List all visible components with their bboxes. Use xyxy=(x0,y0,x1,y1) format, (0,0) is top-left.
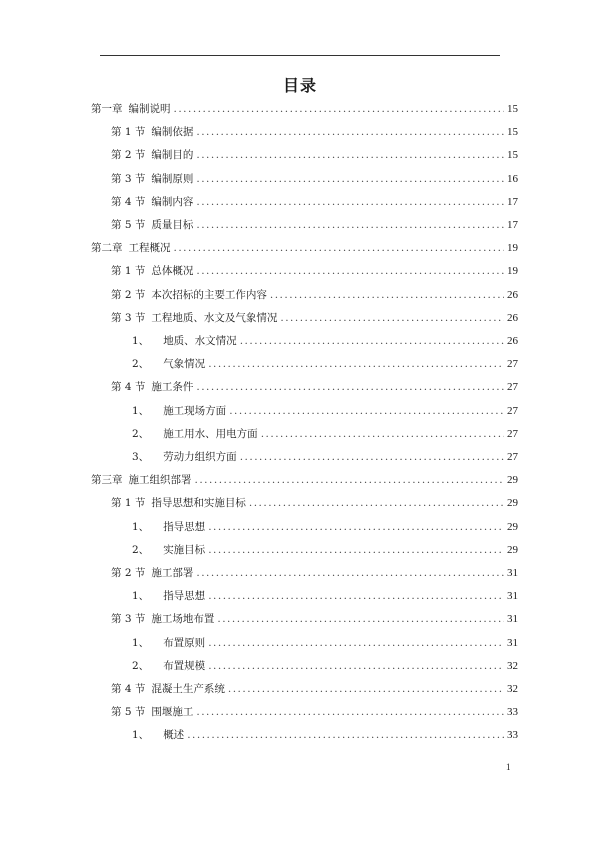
toc-entry-heading xyxy=(111,125,193,139)
toc-entry-heading xyxy=(132,589,205,603)
toc-entry-heading xyxy=(111,496,246,510)
toc-entry[interactable] xyxy=(132,636,518,650)
toc-entry-heading xyxy=(111,264,193,278)
toc-entry-label: 第一章 xyxy=(91,103,123,115)
toc-entry-text: 编制目的 xyxy=(151,149,194,162)
toc-leader-dots xyxy=(249,496,504,510)
toc-entry-label: 1、 xyxy=(132,335,150,347)
toc-entry-label: 2、 xyxy=(132,659,150,672)
toc-entry-label: 1、 xyxy=(132,590,150,603)
toc-entry[interactable] xyxy=(111,264,518,278)
toc-entry-heading xyxy=(132,357,205,371)
toc-entry-text: 指导思想和实施目标 xyxy=(151,497,246,510)
toc-leader-dots xyxy=(217,612,504,626)
toc-entry-page: 29 xyxy=(507,543,518,556)
toc-entry-text: 施工组织部署 xyxy=(128,474,192,487)
toc-entry-text: 编制说明 xyxy=(128,103,171,115)
toc-entry[interactable] xyxy=(132,659,518,673)
toc-entry[interactable] xyxy=(132,450,518,464)
toc-entry-text: 质量目标 xyxy=(151,219,194,231)
toc-entry-page: 27 xyxy=(507,427,518,440)
toc-leader-dots xyxy=(208,636,504,650)
toc-entry-heading xyxy=(111,380,193,394)
toc-entry-page: 15 xyxy=(507,103,518,115)
toc-entry[interactable] xyxy=(132,427,518,441)
toc-entry[interactable] xyxy=(111,612,518,626)
toc-entry-heading xyxy=(91,102,171,116)
toc-entry-page: 27 xyxy=(507,451,518,463)
toc-entry-page: 33 xyxy=(507,729,518,742)
toc-entry-label: 第 3 节 xyxy=(111,613,146,626)
toc-entry[interactable] xyxy=(132,728,518,742)
toc-leader-dots xyxy=(208,520,504,534)
toc-entry-heading xyxy=(111,218,193,232)
toc-entry-heading xyxy=(111,682,225,696)
toc-entry-text: 布置规模 xyxy=(163,659,206,672)
toc-entry[interactable] xyxy=(132,543,518,557)
toc-entry-page: 31 xyxy=(507,567,518,579)
page-number: 1 xyxy=(506,762,511,772)
toc-entry-label: 第 4 节 xyxy=(111,195,146,208)
toc-entry-text: 施工部署 xyxy=(151,567,194,579)
toc-entry-page: 17 xyxy=(507,195,518,208)
toc-leader-dots xyxy=(208,589,504,603)
toc-entry[interactable] xyxy=(111,218,518,232)
toc-entry-text: 编制依据 xyxy=(151,126,194,139)
toc-entry-page: 17 xyxy=(507,219,518,231)
page-title: 目录 xyxy=(282,76,317,95)
toc-entry-page: 31 xyxy=(507,590,518,603)
toc-entry-heading xyxy=(132,636,205,650)
toc-entry-heading xyxy=(111,705,193,719)
toc-entry-label: 3、 xyxy=(132,451,150,463)
toc-entry-text: 指导思想 xyxy=(163,590,206,603)
toc-entry-label: 第 1 节 xyxy=(111,497,146,510)
toc-entry-page: 27 xyxy=(507,404,518,417)
toc-entry[interactable] xyxy=(111,566,518,580)
toc-entry-label: 第 4 节 xyxy=(111,381,146,394)
toc-leader-dots xyxy=(196,125,504,139)
toc-entry[interactable] xyxy=(111,172,518,186)
toc-leader-dots xyxy=(229,404,504,418)
toc-entry-label: 第 4 节 xyxy=(111,683,146,695)
toc-entry-page: 26 xyxy=(507,311,518,324)
toc-entry-text: 布置原则 xyxy=(163,636,206,649)
toc-entry[interactable] xyxy=(111,148,518,162)
toc-entry-page: 26 xyxy=(507,288,518,301)
toc-leader-dots xyxy=(280,311,504,325)
toc-entry-page: 26 xyxy=(507,335,518,347)
toc-entry-page: 27 xyxy=(507,358,518,371)
toc-entry[interactable] xyxy=(111,311,518,325)
toc-entry-page: 31 xyxy=(507,636,518,649)
toc-leader-dots xyxy=(270,288,504,302)
toc-entry-text: 概述 xyxy=(163,729,185,742)
toc-entry-heading xyxy=(111,566,193,580)
toc-entry-heading xyxy=(132,659,205,673)
toc-entry-heading xyxy=(132,450,237,464)
toc-entry-heading xyxy=(111,311,277,325)
toc-entry-text: 施工用水、用电方面 xyxy=(163,427,258,440)
toc-leader-dots xyxy=(196,148,504,162)
toc-leader-dots xyxy=(208,357,504,371)
toc-entry-label: 第 1 节 xyxy=(111,126,146,139)
toc-entry-text: 工程概况 xyxy=(128,242,171,255)
toc-entry[interactable] xyxy=(111,195,518,209)
toc-leader-dots xyxy=(196,566,504,580)
toc-entry-page: 16 xyxy=(507,172,518,185)
toc-leader-dots xyxy=(174,102,505,116)
toc-entry-page: 15 xyxy=(507,149,518,162)
toc-entry-label: 第二章 xyxy=(91,242,123,255)
toc-entry-heading xyxy=(111,195,193,209)
toc-entry-text: 编制内容 xyxy=(151,195,194,208)
toc-leader-dots xyxy=(240,450,504,464)
toc-entry-text: 编制原则 xyxy=(151,172,194,185)
toc-leader-dots xyxy=(196,195,504,209)
toc-entry[interactable] xyxy=(111,682,518,696)
toc-entry-heading xyxy=(111,148,193,162)
toc-entry-text: 施工场地布置 xyxy=(151,613,215,626)
header-rule xyxy=(100,55,500,56)
toc-entry-text: 混凝土生产系统 xyxy=(151,683,225,695)
toc-entry[interactable] xyxy=(111,125,518,139)
toc-entry-text: 施工现场方面 xyxy=(163,404,227,417)
toc-entry-page: 15 xyxy=(507,126,518,139)
toc-entry-label: 1、 xyxy=(132,636,150,649)
toc-entry-label: 第 5 节 xyxy=(111,219,146,231)
toc-entry[interactable] xyxy=(111,288,518,302)
toc-entry-label: 第三章 xyxy=(91,474,123,487)
toc-entry-text: 总体概况 xyxy=(151,265,194,278)
toc-entry-label: 2、 xyxy=(132,427,150,440)
toc-entry-text: 本次招标的主要工作内容 xyxy=(151,288,267,301)
toc-entry-label: 2、 xyxy=(132,358,150,371)
toc-entry-heading xyxy=(91,473,192,487)
toc-entry-page: 29 xyxy=(507,497,518,510)
toc-leader-dots xyxy=(208,543,504,557)
toc-entry[interactable] xyxy=(91,102,518,116)
toc-entry-page: 29 xyxy=(507,520,518,533)
toc-entry-text: 工程地质、水文及气象情况 xyxy=(151,311,278,324)
toc-entry-heading xyxy=(132,334,237,348)
toc-leader-dots xyxy=(240,334,504,348)
toc-entry-text: 地质、水文情况 xyxy=(163,335,237,347)
toc-entry[interactable] xyxy=(132,334,518,348)
toc-entry-text: 劳动力组织方面 xyxy=(163,451,237,463)
toc-entry-label: 第 5 节 xyxy=(111,706,146,719)
toc-entry[interactable] xyxy=(111,496,518,510)
toc-entry-page: 31 xyxy=(507,613,518,626)
toc-entry-page: 19 xyxy=(507,242,518,255)
toc-entry-text: 气象情况 xyxy=(163,358,206,371)
toc-entry-label: 第 3 节 xyxy=(111,311,146,324)
toc-leader-dots xyxy=(196,218,504,232)
toc-entry-text: 指导思想 xyxy=(163,520,206,533)
toc-entry-page: 29 xyxy=(507,474,518,487)
toc-entry-page: 33 xyxy=(507,706,518,719)
toc-entry-label: 第 2 节 xyxy=(111,149,146,162)
toc-leader-dots xyxy=(261,427,504,441)
toc-entry-label: 第 2 节 xyxy=(111,567,146,579)
toc-entry[interactable] xyxy=(132,589,518,603)
toc-entry-heading xyxy=(132,520,205,534)
toc-entry[interactable] xyxy=(91,241,518,255)
toc-entry-text: 围堰施工 xyxy=(151,706,194,719)
toc-entry-heading xyxy=(111,172,193,186)
toc-leader-dots xyxy=(196,705,504,719)
toc-entry-heading xyxy=(132,728,184,742)
toc-entry-label: 第 3 节 xyxy=(111,172,146,185)
toc-leader-dots xyxy=(195,473,505,487)
toc-entry-page: 27 xyxy=(507,381,518,394)
toc-entry-label: 2、 xyxy=(132,543,150,556)
toc-entry[interactable] xyxy=(132,357,518,371)
toc-entry-heading xyxy=(132,427,258,441)
toc-leader-dots xyxy=(187,728,504,742)
toc-entry[interactable] xyxy=(132,404,518,418)
toc-entry-heading xyxy=(91,241,171,255)
toc-leader-dots xyxy=(196,172,504,186)
toc-entry-label: 第 1 节 xyxy=(111,265,146,278)
toc-entry-label: 1、 xyxy=(132,520,150,533)
toc-leader-dots xyxy=(196,380,504,394)
toc-entry[interactable] xyxy=(111,380,518,394)
toc-entry-label: 第 2 节 xyxy=(111,288,146,301)
toc-leader-dots xyxy=(196,264,504,278)
toc-entry[interactable] xyxy=(132,520,518,534)
toc-entry-label: 1、 xyxy=(132,729,150,742)
toc-entry-page: 32 xyxy=(507,683,518,695)
toc-entry-heading xyxy=(111,288,267,302)
toc-entry-heading xyxy=(132,543,205,557)
toc-entry-text: 实施目标 xyxy=(163,543,206,556)
toc-entry-heading xyxy=(111,612,214,626)
toc-entry-text: 施工条件 xyxy=(151,381,194,394)
toc-entry[interactable] xyxy=(91,473,518,487)
toc-entry-page: 32 xyxy=(507,659,518,672)
toc-leader-dots xyxy=(208,659,504,673)
toc-leader-dots xyxy=(174,241,505,255)
toc-leader-dots xyxy=(228,682,504,696)
toc-entry-page: 19 xyxy=(507,265,518,278)
toc-entry[interactable] xyxy=(111,705,518,719)
toc-entry-heading xyxy=(132,404,226,418)
toc-entry-label: 1、 xyxy=(132,404,150,417)
